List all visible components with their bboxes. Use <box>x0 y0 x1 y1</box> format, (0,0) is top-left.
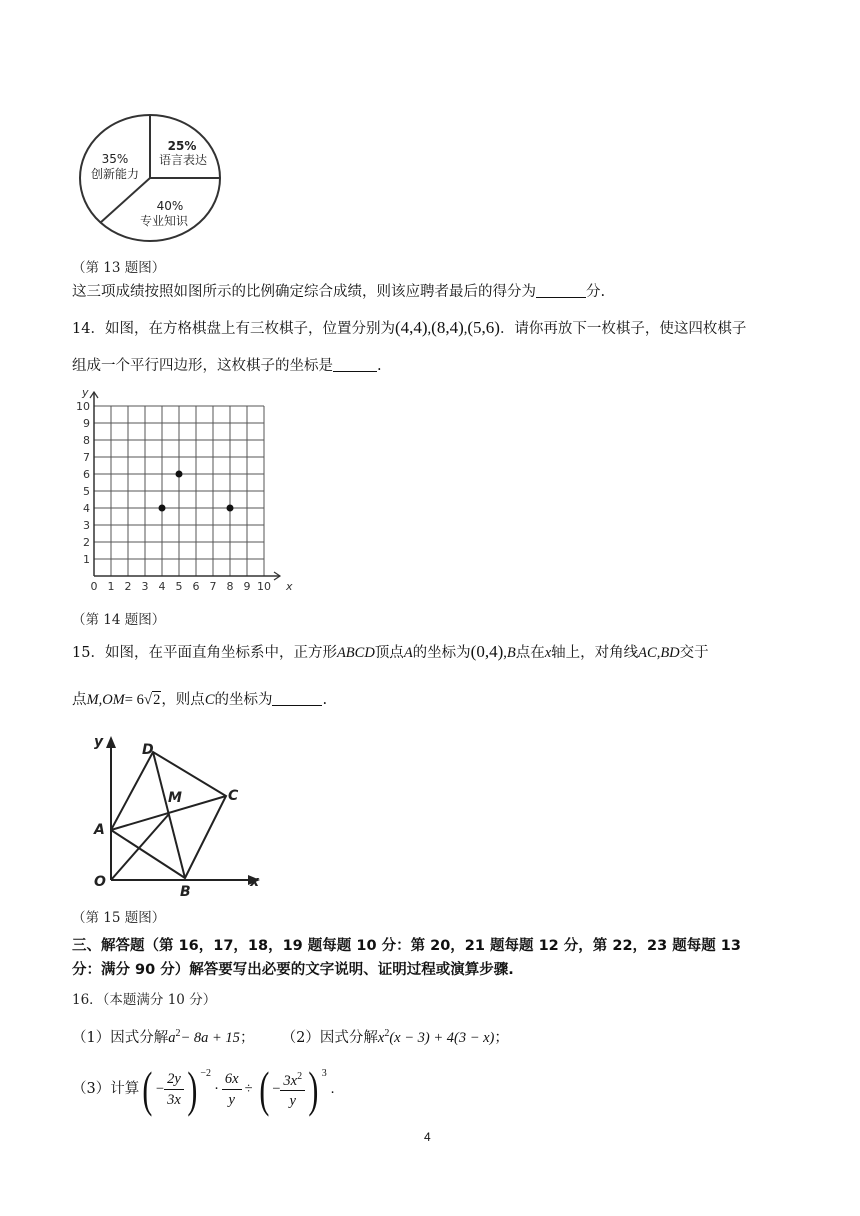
q15-sqrt-arg: 2 <box>153 692 161 708</box>
q16-p1-rest: − 8a + 15 <box>180 1029 240 1046</box>
q16-part1-2 <box>72 1024 509 1048</box>
sqrt-icon: √ <box>143 692 153 708</box>
q14-caption: （第 14 题图） <box>72 612 166 628</box>
q15-x-axis: x <box>544 645 552 661</box>
q16-p3-label: （3）计算 <box>72 1081 140 1097</box>
q15-line1-c: 的坐标为 <box>412 645 471 661</box>
x-tick-label: 1 <box>107 580 115 593</box>
q15-line1-e: 轴上，对角线 <box>551 645 639 661</box>
q15-line2-c: 的坐标为 <box>214 692 273 708</box>
x-tick-label: 0 <box>90 580 98 593</box>
y-tick-label: 8 <box>83 434 90 447</box>
q16-part3: （3）计算 ( − $\frac{2y}{3x}$ ) $^{-2}$ · $\frac{6x}{y}$ ÷ ( − $\frac{3x^2}{y}$ ) $^3$ . <box>72 1061 335 1117</box>
y-tick-label: 2 <box>83 536 90 549</box>
pie-slice-3-label: 创新能力 <box>90 167 140 181</box>
q16-p3-fraction-1: $\frac{2y}{3x}$ <box>164 1069 184 1110</box>
q15-segment-OM <box>111 814 169 880</box>
q16-p3-fraction-3: $\frac{3x^2}{y}$ <box>280 1067 305 1112</box>
q15-square-name: ABCD <box>336 645 375 661</box>
section3-heading-line2: 分：满分 90 分）解答要写出必要的文字说明、证明过程或演算步骤. <box>72 962 514 978</box>
q14-point-1: (4,4) <box>394 318 428 337</box>
q15-answer-blank <box>272 691 322 706</box>
q15-point-B: B <box>506 645 516 661</box>
q14-grid-figure <box>72 384 296 600</box>
q15-line2-a: 点 <box>72 692 87 708</box>
q15-label-D: D <box>142 742 154 758</box>
q16-p1-a: a <box>168 1029 176 1046</box>
q13-text-before: 这三项成绩按照如图所示的比例确定综合成绩，则该应聘者最后的得分为 <box>72 284 536 300</box>
q16-p3-end: . <box>330 1081 335 1097</box>
q15-point-A: A <box>403 645 413 661</box>
y-tick-label: 1 <box>83 553 90 566</box>
q16-p2-label: （2）因式分解 <box>281 1029 378 1046</box>
x-tick-label: 4 <box>158 580 166 593</box>
q16-p1-sup: 2 <box>175 1028 181 1039</box>
y-axis-label: y <box>82 386 89 399</box>
y-tick-label: 6 <box>83 468 90 481</box>
q13-caption: （第 13 题图） <box>72 260 166 276</box>
q15-figure <box>78 730 274 896</box>
q15-label-y: y <box>94 734 104 750</box>
q15-label-x: x <box>250 874 260 890</box>
y-tick-label: 3 <box>83 519 90 532</box>
x-tick-label: 5 <box>175 580 183 593</box>
q15-label-B: B <box>180 884 191 896</box>
q14-line1-a: 14．如图，在方格棋盘上有三枚棋子，位置分别为 <box>72 321 395 337</box>
q15-line2-d: . <box>322 692 328 708</box>
pie-slice-2-label: 专业知识 <box>139 214 189 228</box>
y-tick-label: 7 <box>83 451 90 464</box>
q15-line1-d: 点在 <box>515 645 545 661</box>
q16-p3-exp1: −2 <box>200 1068 212 1079</box>
q14-point-2: (8,4) <box>431 318 464 337</box>
x-tick-label: 9 <box>243 580 251 593</box>
q15-diagonals: AC,BD <box>638 645 680 661</box>
q15-label-M: M <box>168 790 182 806</box>
q15-line1-f: 交于 <box>679 645 709 661</box>
q15-caption: （第 15 题图） <box>72 910 166 926</box>
q14-line2-a: 组成一个平行四边形，这枚棋子的坐标是 <box>72 358 333 374</box>
q14-line2 <box>72 356 382 376</box>
y-tick-label: 9 <box>83 417 90 430</box>
q15-line1-a: 15．如图，在平面直角坐标系中，正方形 <box>72 645 337 661</box>
chess-piece <box>176 471 183 478</box>
q16-p1-end: ； <box>239 1029 255 1046</box>
q16-p3-exp3: 3 <box>321 1068 327 1079</box>
q14-line1-b: ．请你再放下一枚棋子，使这四枚棋子 <box>499 321 747 337</box>
x-axis-label: x <box>286 580 293 593</box>
chess-piece <box>227 505 234 512</box>
pie-slice-2-pct: 40% <box>156 199 184 213</box>
q16-p1-label: （1）因式分解 <box>72 1029 169 1046</box>
q13-answer-blank <box>536 283 586 298</box>
q15-label-C: C <box>228 788 239 804</box>
q16-p2-x: x <box>377 1029 385 1046</box>
y-tick-label: 5 <box>83 485 90 498</box>
q15-point-C: C <box>204 692 215 708</box>
x-tick-label: 7 <box>209 580 217 593</box>
q16-p2-end: ； <box>494 1029 509 1046</box>
y-tick-label: 10 <box>76 400 90 413</box>
q15-label-O: O <box>94 874 106 890</box>
q15-om-value: = 6 <box>124 692 144 708</box>
pie-slice-1-label: 语言表达 <box>158 153 208 167</box>
q13-pie-chart <box>78 112 222 246</box>
q14-point-3: (5,6) <box>467 318 500 337</box>
q15-A-coord: (0,4) <box>470 642 504 661</box>
q15-om-expr: M,OM <box>86 692 125 708</box>
x-tick-label: 10 <box>257 580 271 593</box>
q13-text-after: 分. <box>586 284 606 300</box>
q16-p2-rest: (x − 3) + 4(3 − x) <box>389 1029 495 1046</box>
q16-p3-fraction-2: $\frac{6x}{y}$ <box>222 1069 242 1110</box>
x-tick-label: 3 <box>141 580 149 593</box>
section3-heading-line1: 三、解答题（第 16，17，18，19 题每题 10 分：第 20，21 题每题 12 分，第 22，23 题每题 13 <box>72 938 741 954</box>
q15-line2 <box>72 690 327 710</box>
q15-y-arrow-icon <box>106 736 116 748</box>
q16-header: 16．（本题满分 10 分） <box>72 992 217 1008</box>
page-number: 4 <box>424 1130 431 1144</box>
x-tick-label: 2 <box>124 580 132 593</box>
q14-line1: 14．如图，在方格棋盘上有三枚棋子，位置分别为(4,4),(8,4),(5,6)．请你再放下一枚棋子，使这四枚棋子 <box>72 318 747 337</box>
q15-label-A: A <box>94 822 105 838</box>
q14-answer-blank <box>333 357 377 372</box>
q14-line2-b: . <box>377 358 382 374</box>
q13-text <box>72 282 605 302</box>
chess-piece <box>159 505 166 512</box>
x-tick-label: 8 <box>226 580 234 593</box>
y-tick-label: 4 <box>83 502 90 515</box>
q16-p2-sup: 2 <box>384 1028 390 1039</box>
x-tick-label: 6 <box>192 580 200 593</box>
pie-slice-3-pct: 35% <box>101 152 129 166</box>
pie-slice-1-pct: 25% <box>167 139 197 153</box>
q15-line2-b: ，则点 <box>161 692 205 708</box>
q15-line1: 15．如图，在平面直角坐标系中，正方形ABCD顶点A的坐标为(0,4),B点在x轴上，对角线AC,BD交于 <box>72 642 709 661</box>
q15-line1-b: 顶点 <box>374 645 404 661</box>
